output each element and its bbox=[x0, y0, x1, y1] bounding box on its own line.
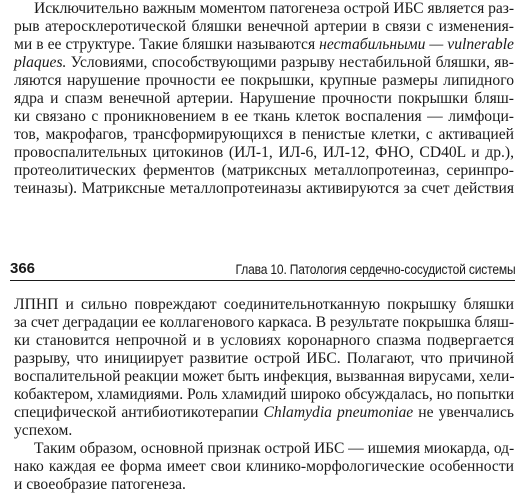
top-text-line-7: ки связано с проникновением в ее ткань клеток воспаления — лимфоци- bbox=[14, 108, 514, 125]
bottom-text-line-10: нако каждая ее форма имеет свои клинико-морфологические особенности bbox=[14, 458, 514, 475]
top-text-line-9: провоспалительных цитокинов (ИЛ-1, ИЛ-6, ИЛ-12, ФНО, CD40L и др.), bbox=[14, 144, 514, 161]
top-text-line-8: тов, макрофагов, трансформирующихся в пенистые клетки, с активацией bbox=[14, 126, 514, 143]
bottom-text-line-6: кобактером, хламидиями. Роль хламидий широко обсуждалась, но попытки bbox=[14, 386, 515, 403]
top-text-line-2: рыв атеросклеротической бляшки венечной артерии в связи с изменения- bbox=[14, 18, 514, 35]
top-text-line-3-start: ми в ее структуре. Такие бляшки называются bbox=[14, 36, 320, 53]
bottom-text-line-4: разрыву, что инициирует развитие острой ИБС. Полагают, что причиной bbox=[14, 350, 514, 367]
top-text-line-1: Исключительно важным моментом патогенеза острой ИБС является раз- bbox=[34, 0, 514, 17]
top-text-line-4-rest: Условиями, способствующими разрыву нестабильной бляшки, яв- bbox=[66, 54, 514, 71]
top-text-line-5: ляются нарушение прочности ее покрышки, крупные размеры липидного bbox=[14, 72, 514, 89]
top-text-line-11: теиназы). Матриксные металлопротеиназы активируются за счет действия bbox=[14, 180, 514, 197]
top-text-line-3 bbox=[14, 36, 514, 54]
chapter-title: Глава 10. Патология сердечно-сосудистой системы bbox=[235, 261, 515, 277]
top-text-line-10: протеолитических ферментов (матриксных металлопротеиназ, серинпро- bbox=[14, 162, 514, 179]
bottom-text-line-5: воспалительной реакции может быть инфекция, вызванная вирусами, хели- bbox=[14, 368, 515, 385]
bottom-text-line-11: и своеобразие патогенеза. bbox=[14, 476, 186, 493]
bottom-text-line-7-end: не увенчались bbox=[413, 404, 514, 421]
bottom-text-line-3: ки становится непрочной и в условиях коронарного спазма подвергается bbox=[14, 332, 514, 349]
italic-term-plaques: plaques. bbox=[14, 54, 67, 71]
top-text-line-6: ядра и спазм венечной артерии. Нарушение прочности покрышки бляш- bbox=[14, 90, 514, 107]
top-text-line-4 bbox=[14, 54, 514, 72]
italic-term-chlamydia: Chlamydia pneumoniae bbox=[263, 404, 414, 421]
running-header bbox=[10, 258, 515, 281]
italic-term-unstable: нестабильными — vulnerable bbox=[319, 36, 514, 53]
bottom-text-line-7 bbox=[14, 404, 514, 422]
bottom-text-line-2: за счет деградации ее коллагенового каркаса. В результате покрышка бляш- bbox=[14, 314, 515, 331]
page-gap bbox=[0, 220, 532, 240]
bottom-text-line-7-start: специфической антибиотикотерапии bbox=[14, 404, 264, 421]
page-number: 366 bbox=[10, 260, 36, 277]
bottom-text-line-8: успехом. bbox=[14, 422, 73, 439]
bottom-text-line-9: Таким образом, основной признак острой ИБС — ишемия миокарда, од- bbox=[34, 440, 515, 457]
bottom-text-line-1: ЛПНП и сильно повреждают соединительнотканную покрышку бляшки bbox=[14, 296, 514, 313]
